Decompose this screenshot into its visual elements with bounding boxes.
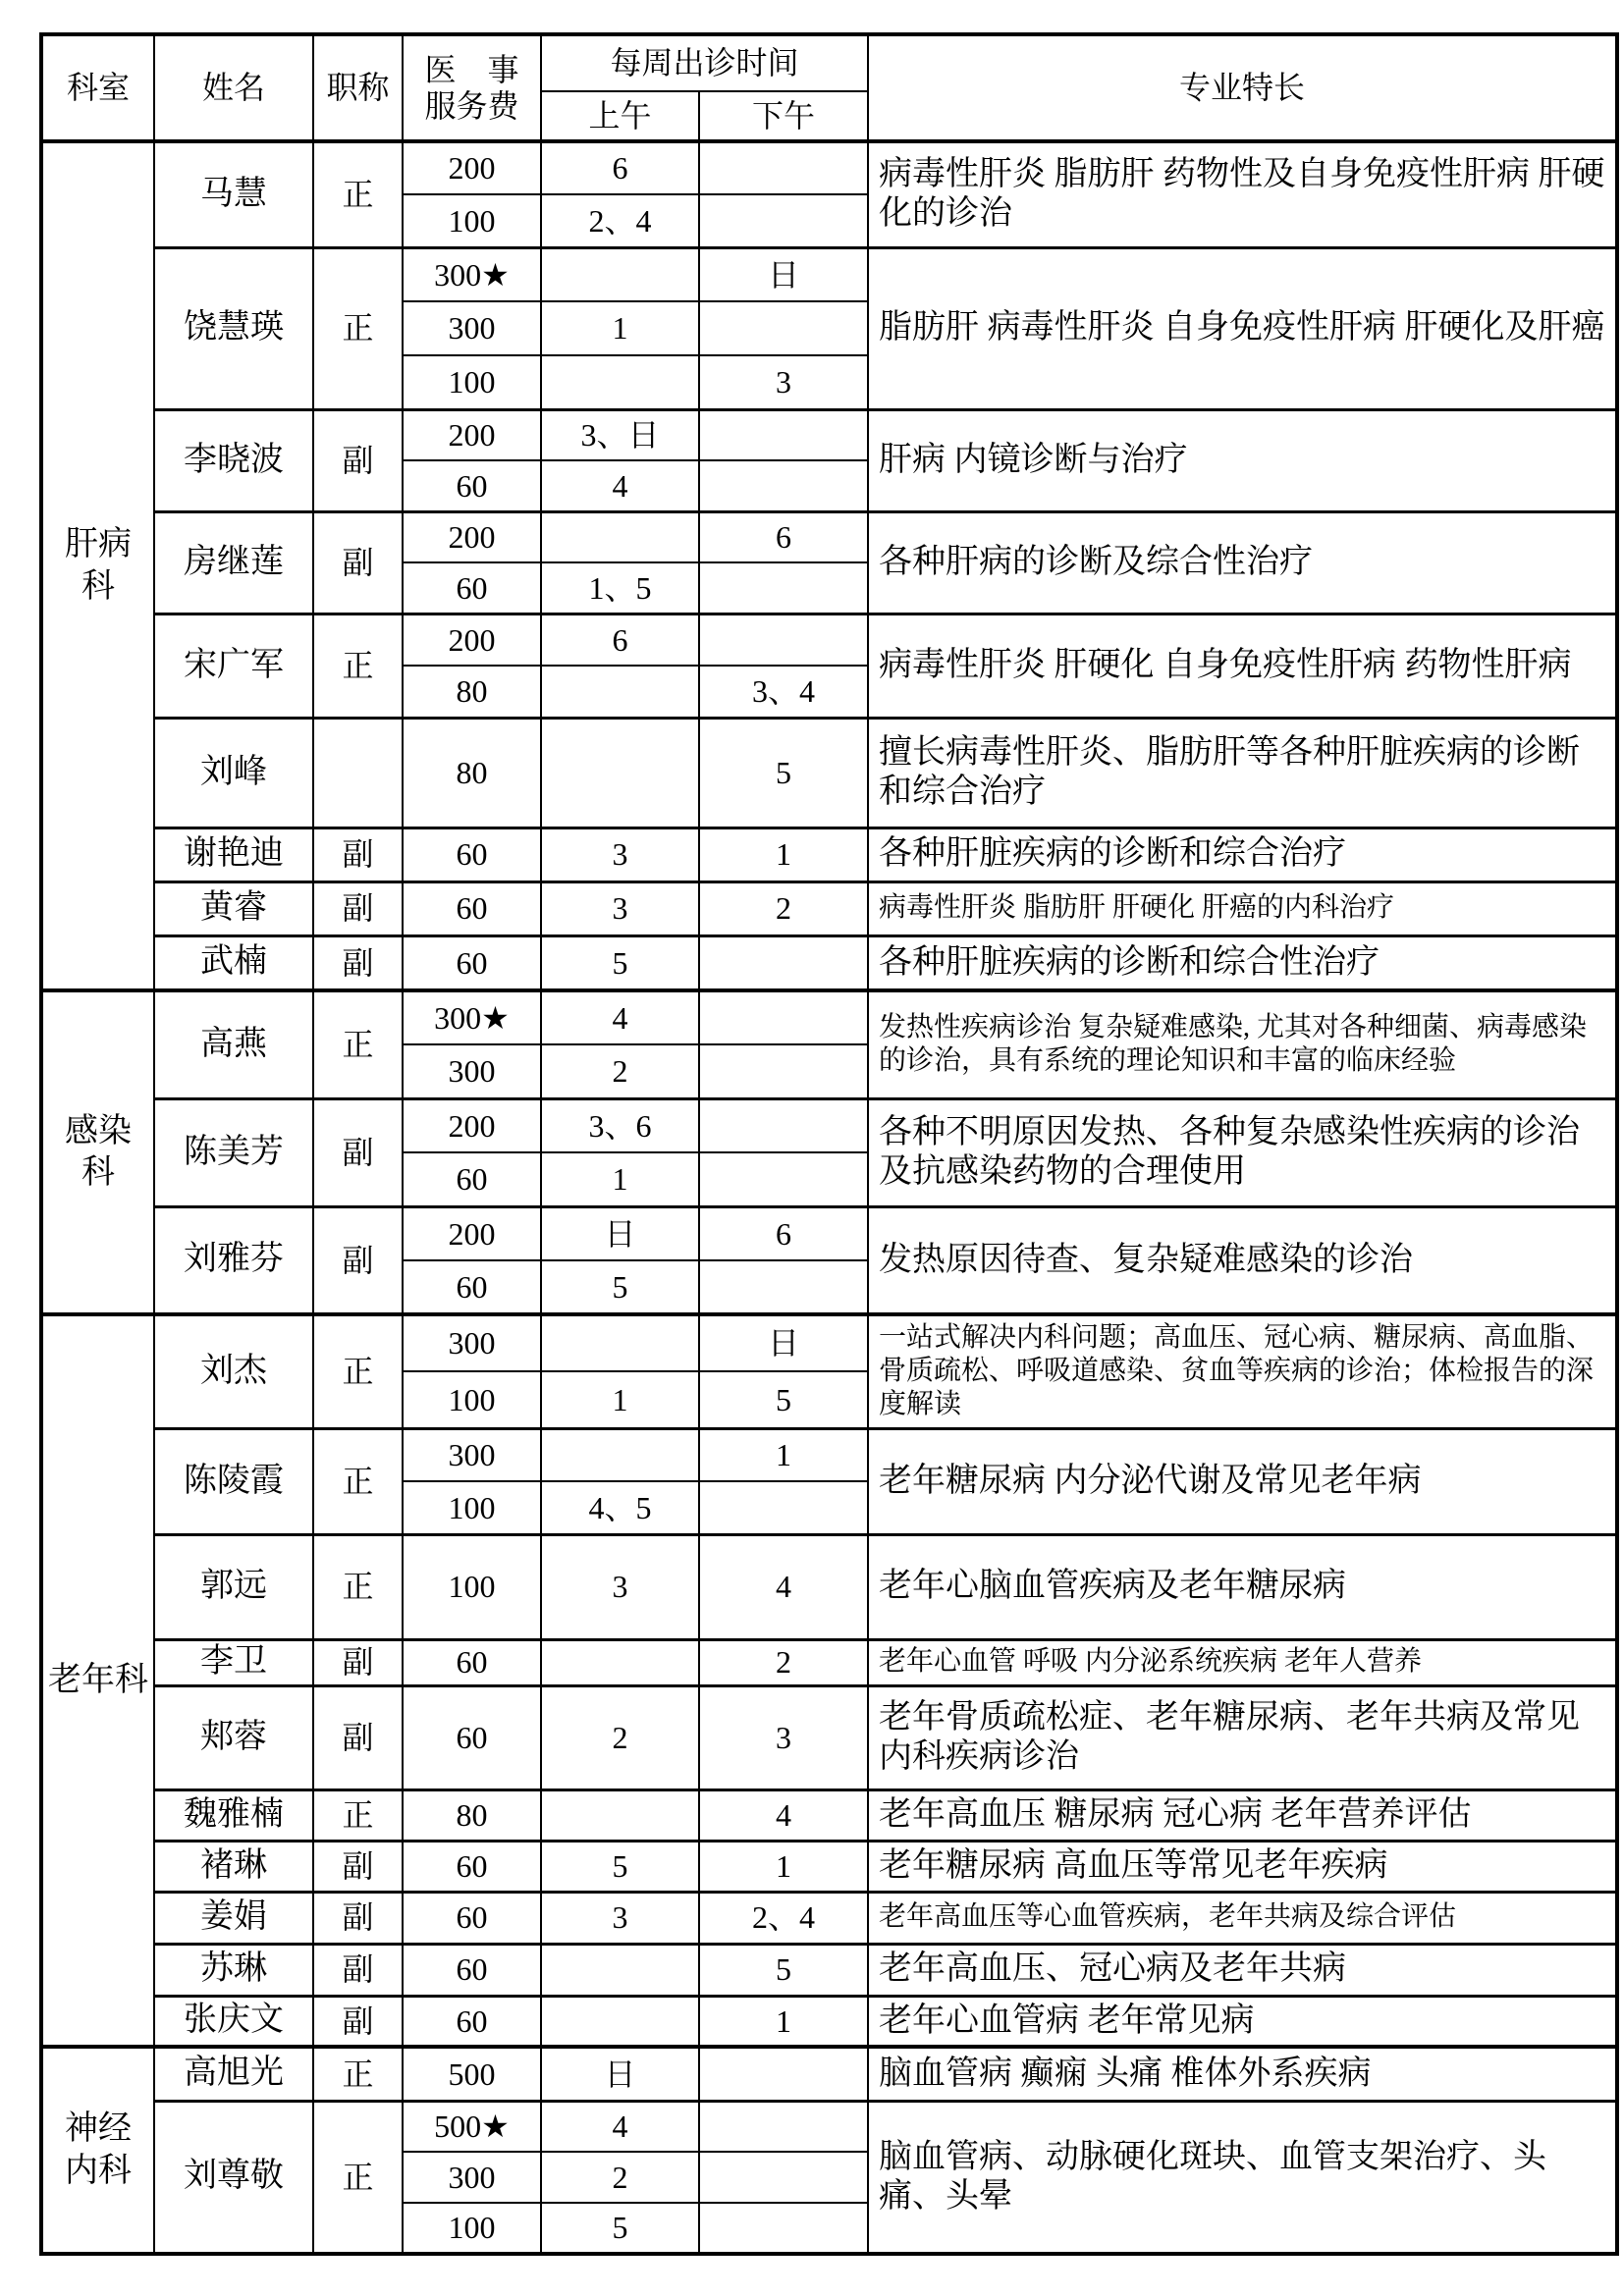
am-cell (541, 1789, 699, 1841)
pm-cell: 日 (699, 247, 868, 301)
dept-label-line: 内科 (65, 2152, 132, 2189)
specialty-cell: 老年糖尿病 内分泌代谢及常见老年病 (868, 1428, 1617, 1534)
am-cell (541, 355, 699, 409)
specialty-cell: 老年高血压 糖尿病 冠心病 老年营养评估 (868, 1789, 1617, 1841)
doctor-title-cell: 正 (313, 247, 403, 409)
doctor-title-cell: 副 (313, 1685, 403, 1789)
specialty-cell: 各种肝病的诊断及综合性治疗 (868, 511, 1617, 614)
am-cell: 1 (541, 1371, 699, 1428)
fee-cell: 100 (403, 2203, 541, 2254)
am-cell (541, 1428, 699, 1481)
specialty-cell: 脑血管病 癫痫 头痛 椎体外系疾病 (868, 2047, 1617, 2101)
pm-cell: 3 (699, 1685, 868, 1789)
pm-cell (699, 460, 868, 511)
fee-cell: 60 (403, 1841, 541, 1892)
header-specialty: 专业特长 (868, 34, 1617, 141)
fee-cell: 100 (403, 355, 541, 409)
specialty-cell: 擅长病毒性肝炎、脂肪肝等各种肝脏疾病的诊断和综合治疗 (868, 718, 1617, 828)
specialty-cell: 老年心脑血管疾病及老年糖尿病 (868, 1534, 1617, 1639)
specialty-cell: 脑血管病、动脉硬化斑块、血管支架治疗、头痛、头晕 (868, 2101, 1617, 2254)
fee-cell: 100 (403, 1371, 541, 1428)
dept-label-line: 科 (81, 567, 115, 605)
fee-cell: 80 (403, 718, 541, 828)
specialty-cell: 病毒性肝炎 脂肪肝 肝硬化 肝癌的内科治疗 (868, 881, 1617, 935)
am-cell: 3 (541, 1534, 699, 1639)
pm-cell: 5 (699, 1371, 868, 1428)
pm-cell: 日 (699, 1314, 868, 1371)
am-cell (541, 1639, 699, 1685)
am-cell: 5 (541, 935, 699, 990)
doctor-title-cell: 副 (313, 409, 403, 511)
doctor-name-cell: 谢艳迪 (154, 828, 313, 881)
doctor-name-cell: 宋广军 (154, 614, 313, 718)
doctor-name-cell: 马慧 (154, 141, 313, 247)
pm-cell: 2、4 (699, 1892, 868, 1944)
pm-cell (699, 562, 868, 614)
doctor-title-cell: 副 (313, 511, 403, 614)
doctor-title-cell: 副 (313, 881, 403, 935)
dept-cell (41, 1314, 154, 2047)
am-cell: 1 (541, 1152, 699, 1206)
pm-cell (699, 301, 868, 355)
fee-cell: 60 (403, 828, 541, 881)
pm-cell: 3、4 (699, 666, 868, 718)
doctor-name-cell: 姜娟 (154, 1892, 313, 1944)
am-cell: 4 (541, 460, 699, 511)
doctor-title-cell: 副 (313, 1206, 403, 1314)
pm-cell (699, 1098, 868, 1152)
doctor-title-cell: 正 (313, 1428, 403, 1534)
header-fee-line1: 医 事 (424, 51, 519, 87)
dept-cell (41, 141, 154, 990)
specialty-cell: 各种肝脏疾病的诊断和综合性治疗 (868, 935, 1617, 990)
dept-label-line: 老年科 (48, 1661, 148, 1698)
fee-cell: 200 (403, 1098, 541, 1152)
specialty-cell: 老年心血管病 老年常见病 (868, 1996, 1617, 2047)
am-cell (541, 511, 699, 562)
fee-cell: 60 (403, 935, 541, 990)
fee-cell: 100 (403, 1481, 541, 1534)
pm-cell (699, 1481, 868, 1534)
am-cell: 4 (541, 2101, 699, 2152)
specialty-cell: 肝病 内镜诊断与治疗 (868, 409, 1617, 511)
fee-cell: 60 (403, 1685, 541, 1789)
fee-cell: 100 (403, 1534, 541, 1639)
doctor-title-cell: 正 (313, 141, 403, 247)
am-cell: 3 (541, 1892, 699, 1944)
am-cell: 5 (541, 2203, 699, 2254)
pm-cell: 5 (699, 718, 868, 828)
doctor-name-cell: 褚琳 (154, 1841, 313, 1892)
fee-cell: 200 (403, 511, 541, 562)
doctor-name-cell: 饶慧瑛 (154, 247, 313, 409)
fee-cell: 60 (403, 1944, 541, 1996)
doctor-title-cell: 正 (313, 1534, 403, 1639)
pm-cell: 4 (699, 1789, 868, 1841)
doctor-name-cell: 陈陵霞 (154, 1428, 313, 1534)
header-am: 上午 (541, 91, 699, 141)
am-cell (541, 247, 699, 301)
doctor-name-cell: 郭远 (154, 1534, 313, 1639)
doctor-title-cell: 副 (313, 1639, 403, 1685)
am-cell: 3 (541, 828, 699, 881)
pm-cell: 1 (699, 1841, 868, 1892)
pm-cell (699, 194, 868, 247)
fee-cell: 500 (403, 2047, 541, 2101)
pm-cell (699, 990, 868, 1044)
am-cell (541, 666, 699, 718)
dept-label-line: 感染 (65, 1112, 132, 1149)
fee-cell: 60 (403, 1996, 541, 2047)
header-name: 姓名 (154, 34, 313, 141)
header-pm: 下午 (699, 91, 868, 141)
am-cell: 6 (541, 614, 699, 666)
pm-cell: 5 (699, 1944, 868, 1996)
dept-cell (41, 2047, 154, 2254)
dept-label-line: 肝病 (65, 526, 132, 562)
am-cell: 2 (541, 2152, 699, 2203)
fee-cell: 80 (403, 1789, 541, 1841)
pm-cell: 6 (699, 511, 868, 562)
pm-cell: 3 (699, 355, 868, 409)
header-fee-line2: 服务费 (424, 87, 519, 124)
doctor-title-cell: 副 (313, 1996, 403, 2047)
am-cell: 3 (541, 881, 699, 935)
doctor-name-cell: 武楠 (154, 935, 313, 990)
fee-cell: 300 (403, 2152, 541, 2203)
header-fee (403, 34, 541, 141)
am-cell: 2、4 (541, 194, 699, 247)
pm-cell (699, 2047, 868, 2101)
am-cell (541, 1314, 699, 1371)
specialty-cell: 老年高血压、冠心病及老年共病 (868, 1944, 1617, 1996)
pm-cell (699, 2101, 868, 2152)
pm-cell (699, 2152, 868, 2203)
am-cell: 1、5 (541, 562, 699, 614)
pm-cell: 6 (699, 1206, 868, 1260)
pm-cell (699, 1152, 868, 1206)
doctor-title-cell: 正 (313, 2047, 403, 2101)
doctor-name-cell: 高燕 (154, 990, 313, 1098)
fee-cell: 300 (403, 301, 541, 355)
am-cell: 4、5 (541, 1481, 699, 1534)
am-cell (541, 1944, 699, 1996)
pm-cell: 2 (699, 1639, 868, 1685)
specialty-cell: 病毒性肝炎 肝硬化 自身免疫性肝病 药物性肝病 (868, 614, 1617, 718)
doctor-title-cell: 副 (313, 828, 403, 881)
am-cell: 5 (541, 1841, 699, 1892)
pm-cell (699, 1260, 868, 1314)
pm-cell (699, 141, 868, 194)
specialty-cell: 老年高血压等心血管疾病，老年共病及综合评估 (868, 1892, 1617, 1944)
doctor-name-cell: 黄睿 (154, 881, 313, 935)
am-cell: 2 (541, 1685, 699, 1789)
specialty-cell: 各种肝脏疾病的诊断和综合治疗 (868, 828, 1617, 881)
fee-cell: 300 (403, 1044, 541, 1098)
pm-cell (699, 1044, 868, 1098)
am-cell: 6 (541, 141, 699, 194)
doctor-name-cell: 李卫 (154, 1639, 313, 1685)
doctor-name-cell: 高旭光 (154, 2047, 313, 2101)
dept-label-line: 科 (81, 1154, 115, 1191)
fee-cell: 300 (403, 1428, 541, 1481)
fee-cell: 80 (403, 666, 541, 718)
am-cell: 3、日 (541, 409, 699, 460)
doctor-title-cell: 正 (313, 614, 403, 718)
fee-cell: 60 (403, 460, 541, 511)
specialty-cell: 老年骨质疏松症、老年糖尿病、老年共病及常见内科疾病诊治 (868, 1685, 1617, 1789)
header-dept: 科室 (41, 34, 154, 141)
fee-cell: 500★ (403, 2101, 541, 2152)
fee-cell: 300★ (403, 247, 541, 301)
am-cell: 1 (541, 301, 699, 355)
doctor-title-cell: 正 (313, 2101, 403, 2254)
header-title: 职称 (313, 34, 403, 141)
am-cell (541, 718, 699, 828)
doctor-title-cell: 副 (313, 1892, 403, 1944)
pm-cell (699, 935, 868, 990)
fee-cell: 60 (403, 1892, 541, 1944)
fee-cell: 60 (403, 881, 541, 935)
doctor-name-cell: 李晓波 (154, 409, 313, 511)
specialty-cell: 脂肪肝 病毒性肝炎 自身免疫性肝病 肝硬化及肝癌 (868, 247, 1617, 409)
doctor-name-cell: 魏雅楠 (154, 1789, 313, 1841)
am-cell (541, 1996, 699, 2047)
fee-cell: 60 (403, 562, 541, 614)
fee-cell: 200 (403, 141, 541, 194)
am-cell: 4 (541, 990, 699, 1044)
doctor-name-cell: 刘峰 (154, 718, 313, 828)
doctor-name-cell: 刘尊敬 (154, 2101, 313, 2254)
doctor-schedule-table (39, 32, 1619, 2256)
specialty-cell: 老年心血管 呼吸 内分泌系统疾病 老年人营养 (868, 1639, 1617, 1685)
pm-cell (699, 2203, 868, 2254)
specialty-cell: 发热性疾病诊治 复杂疑难感染, 尤其对各种细菌、病毒感染的诊治，具有系统的理论知识和丰富的临床经验 (868, 990, 1617, 1098)
dept-cell (41, 990, 154, 1314)
fee-cell: 200 (403, 1206, 541, 1260)
am-cell: 2 (541, 1044, 699, 1098)
doctor-name-cell: 郏蓉 (154, 1685, 313, 1789)
pm-cell: 2 (699, 881, 868, 935)
doctor-title-cell: 副 (313, 1841, 403, 1892)
doctor-schedule-table-wrap (39, 32, 1619, 2256)
doctor-name-cell: 苏琳 (154, 1944, 313, 1996)
fee-cell: 100 (403, 194, 541, 247)
specialty-cell: 老年糖尿病 高血压等常见老年疾病 (868, 1841, 1617, 1892)
doctor-name-cell: 张庆文 (154, 1996, 313, 2047)
doctor-name-cell: 陈美芳 (154, 1098, 313, 1206)
doctor-name-cell: 刘雅芬 (154, 1206, 313, 1314)
doctor-title-cell: 正 (313, 1314, 403, 1428)
dept-label-line: 神经 (65, 2110, 132, 2147)
am-cell: 日 (541, 2047, 699, 2101)
doctor-title-cell: 正 (313, 990, 403, 1098)
am-cell: 3、6 (541, 1098, 699, 1152)
fee-cell: 60 (403, 1639, 541, 1685)
pm-cell: 1 (699, 1996, 868, 2047)
specialty-cell: 发热原因待查、复杂疑难感染的诊治 (868, 1206, 1617, 1314)
fee-cell: 300★ (403, 990, 541, 1044)
doctor-name-cell: 刘杰 (154, 1314, 313, 1428)
am-cell: 日 (541, 1206, 699, 1260)
pm-cell: 4 (699, 1534, 868, 1639)
doctor-title-cell: 副 (313, 1944, 403, 1996)
fee-cell: 60 (403, 1152, 541, 1206)
specialty-cell: 病毒性肝炎 脂肪肝 药物性及自身免疫性肝病 肝硬化的诊治 (868, 141, 1617, 247)
fee-cell: 60 (403, 1260, 541, 1314)
am-cell: 5 (541, 1260, 699, 1314)
doctor-title-cell: 副 (313, 935, 403, 990)
doctor-title-cell: 正 (313, 1789, 403, 1841)
doctor-title-cell: 副 (313, 1098, 403, 1206)
doctor-name-cell: 房继莲 (154, 511, 313, 614)
fee-cell: 200 (403, 409, 541, 460)
doctor-title-cell (313, 718, 403, 828)
specialty-cell: 各种不明原因发热、各种复杂感染性疾病的诊治及抗感染药物的合理使用 (868, 1098, 1617, 1206)
pm-cell: 1 (699, 828, 868, 881)
pm-cell: 1 (699, 1428, 868, 1481)
fee-cell: 200 (403, 614, 541, 666)
pm-cell (699, 614, 868, 666)
pm-cell (699, 409, 868, 460)
specialty-cell: 一站式解决内科问题；高血压、冠心病、糖尿病、高血脂、骨质疏松、呼吸道感染、贫血等疾病的诊治；体检报告的深度解读 (868, 1314, 1617, 1428)
header-schedule: 每周出诊时间 (541, 34, 868, 91)
fee-cell: 300 (403, 1314, 541, 1371)
